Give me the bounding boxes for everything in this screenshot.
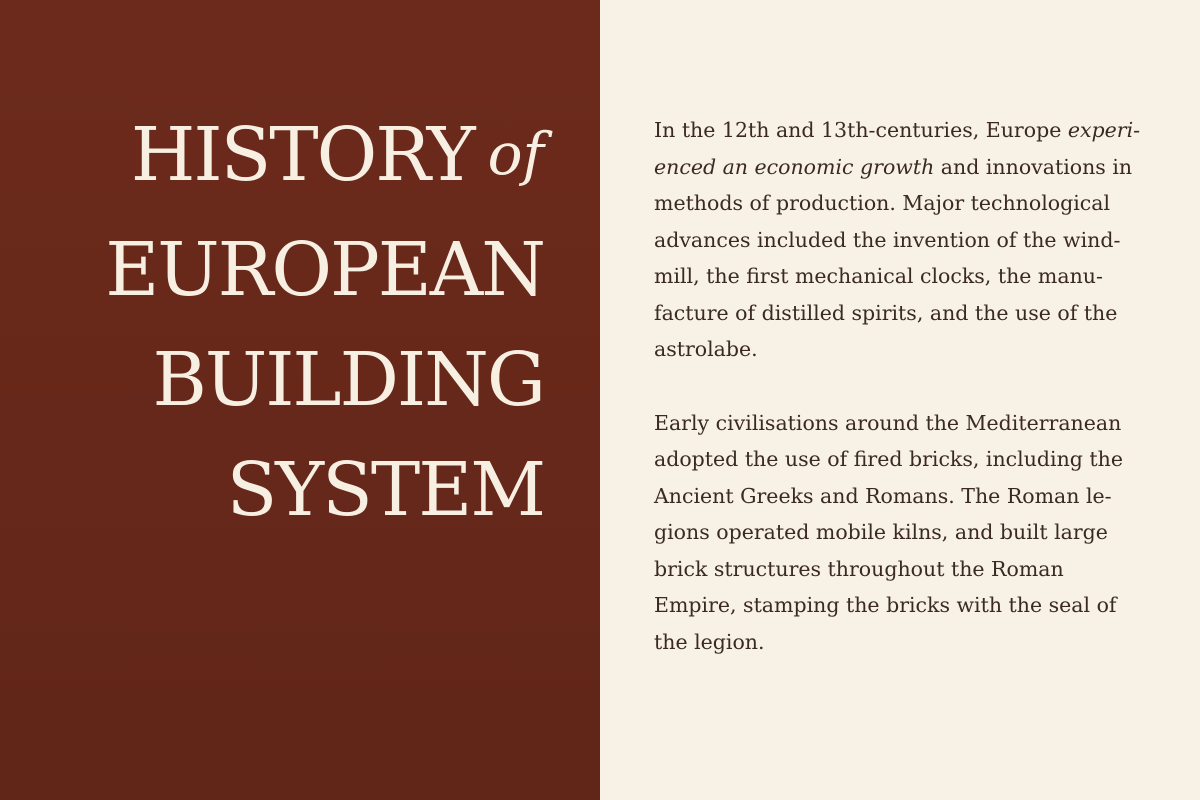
paragraph-1-line-2-emphasis: enced an economic growth <box>654 154 935 179</box>
paragraph-1-line-1-emphasis: experi- <box>1067 118 1141 142</box>
title-line-1 <box>105 100 544 215</box>
paragraph-1-line: methods of production. Major technological <box>654 191 1111 215</box>
paragraph-1-line: astrolabe. <box>654 337 758 361</box>
paragraph-1-line <box>654 149 1154 186</box>
paragraph-2-line: Ancient Greeks and Romans. The Roman le- <box>654 483 1112 508</box>
paragraph-1-line <box>654 112 1154 149</box>
paragraph-1-line: advances included the invention of the wind- <box>654 227 1121 252</box>
paragraph-1-line-1-text: In the 12th and 13th-centuries, Europe <box>654 118 1068 142</box>
title-line-3: BUILDING <box>152 337 544 423</box>
paragraph-1-line: mill, the first mechanical clocks, the manu- <box>654 264 1103 288</box>
paragraph-2-line: the legion. <box>654 629 765 654</box>
paragraph-2-line: brick structures throughout the Roman <box>654 556 1064 581</box>
paragraph-2-line: Early civilisations around the Mediterranean <box>654 410 1122 435</box>
title-word-of: of <box>487 120 544 188</box>
title-word-history: HISTORY <box>130 112 474 198</box>
body-text <box>654 112 1154 697</box>
title-line-4: SYSTEM <box>226 447 544 533</box>
paragraph-1 <box>654 112 1154 368</box>
page-title <box>105 100 544 545</box>
title-line-2: EUROPEAN <box>105 227 544 313</box>
text-panel <box>600 0 1200 800</box>
paragraph-2-line: gions operated mobile kilns, and built large <box>654 520 1108 544</box>
paragraph-1-line: facture of distilled spirits, and the use of the <box>654 300 1118 325</box>
paragraph-2-line: adopted the use of fired bricks, including the <box>654 447 1123 471</box>
paragraph-1-line-2-text: and innovations in <box>934 154 1133 179</box>
paragraph-2 <box>654 405 1154 661</box>
paragraph-2-line: Empire, stamping the bricks with the seal of <box>654 593 1117 617</box>
